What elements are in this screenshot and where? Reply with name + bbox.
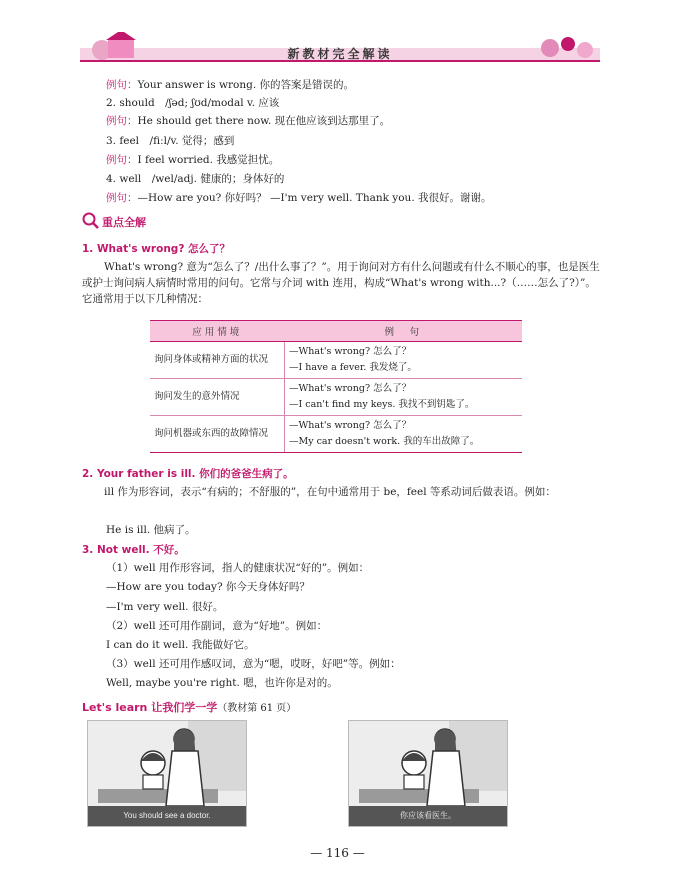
- magnifier-icon: [82, 212, 100, 230]
- example-label: 例句：: [106, 154, 138, 166]
- point3-heading: 3. Not well. 不好。: [82, 544, 185, 556]
- illustration-left: [87, 720, 247, 827]
- example-label: 例句：: [106, 192, 138, 204]
- table-header-example: 例 句: [285, 321, 523, 342]
- table-cell-examples: [285, 342, 523, 379]
- table-cell-examples: [285, 416, 523, 453]
- usage-table: [150, 320, 522, 453]
- point3-line: （3）well 还可用作感叹词，意为“嗯，哎呀，好吧”等。例如：: [106, 658, 401, 670]
- picture-caption: You should see a doctor.: [88, 806, 246, 826]
- point2-example: He is ill. 他病了。: [106, 524, 196, 536]
- table-cell-context: 询问身体或精神方面的状况: [150, 342, 285, 379]
- vocab-line: 3. feel /fiːl/v. 觉得；感到: [106, 135, 235, 147]
- example-line: —I have a fever. 我发烧了。: [289, 362, 417, 373]
- header-title: 新教材完全解读: [287, 47, 393, 61]
- vocab-line: 例句：Your answer is wrong. 你的答案是错误的。: [106, 79, 355, 91]
- point2-heading: 2. Your father is ill. 你们的爸爸生病了。: [82, 468, 294, 480]
- table-cell-examples: [285, 379, 523, 416]
- vocab-line: 例句：He should get there now. 现在他应该到达那里了。: [106, 115, 391, 127]
- table-cell-context: 询问机器或东西的故障情况: [150, 416, 285, 453]
- key-points-title: 重点全解: [102, 216, 146, 229]
- example-line: —What's wrong? 怎么了？: [289, 383, 412, 394]
- example-line: —My car doesn't work. 我的车出故障了。: [289, 436, 480, 447]
- table-row: [150, 342, 522, 379]
- point3-line: I can do it well. 我能做好它。: [106, 639, 255, 651]
- vocab-line: 4. well /wel/adj. 健康的；身体好的: [106, 173, 285, 185]
- page-number: — 116 —: [310, 846, 365, 860]
- point3-line: —How are you today? 你今天身体好吗？: [106, 581, 310, 593]
- lets-learn-title: Let's learn 让我们学一学: [82, 701, 218, 714]
- point2-text: ill 作为形容词，表示“有病的；不舒服的”，在句中通常用于 be，feel 等系动词后做表语。例如：: [104, 486, 556, 498]
- point3-line: —I'm very well. 很好。: [106, 601, 224, 613]
- table-row: [150, 416, 522, 453]
- point3-line: （2）well 还可用作副词，意为“好地”。例如：: [106, 620, 328, 632]
- vocab-line: 例句：I feel worried. 我感觉担忧。: [106, 154, 280, 166]
- table-row: [150, 379, 522, 416]
- example-label: 例句：: [106, 79, 138, 91]
- vocab-line: 2. should /ʃəd; ʃʊd/modal v. 应该: [106, 97, 280, 109]
- example-line: —What's wrong? 怎么了？: [289, 420, 412, 431]
- point1-text: What's wrong? 意为“怎么了？/出什么事了？”。用于询问对方有什么问题或有什么不顺心的事，也是医生或护士询问病人病情时常用的问句。它常与介词 with 连用，构成“What's wrong with...?（……怎么了?）”。它通常用于以下几种情况：: [82, 261, 600, 305]
- point3-line: （1）well 用作形容词，指人的健康状况“好的”。例如：: [106, 562, 370, 574]
- lets-learn-heading: [82, 696, 296, 715]
- example-line: —What's wrong? 怎么了？: [289, 346, 412, 357]
- lets-learn-ref: （教材第 61 页）: [217, 703, 297, 714]
- vocab-line: 例句：—How are you? 你好吗？ —I'm very well. Thank you. 我很好。谢谢。: [106, 192, 492, 204]
- picture-caption: 你应该看医生。: [349, 806, 507, 826]
- doctor-child-illustration-icon: [88, 721, 246, 806]
- table-header-context: 应用情境: [150, 321, 285, 342]
- point3-line: Well, maybe you're right. 嗯，也许你是对的。: [106, 677, 338, 689]
- example-line: —I can't find my keys. 我找不到钥匙了。: [289, 399, 475, 410]
- example-label: 例句：: [106, 115, 138, 127]
- table-cell-context: 询问发生的意外情况: [150, 379, 285, 416]
- illustration-right: [348, 720, 508, 827]
- page-header: [80, 32, 600, 72]
- point1-heading: 1. What's wrong? 怎么了？: [82, 243, 231, 255]
- doctor-child-illustration-icon: [349, 721, 507, 806]
